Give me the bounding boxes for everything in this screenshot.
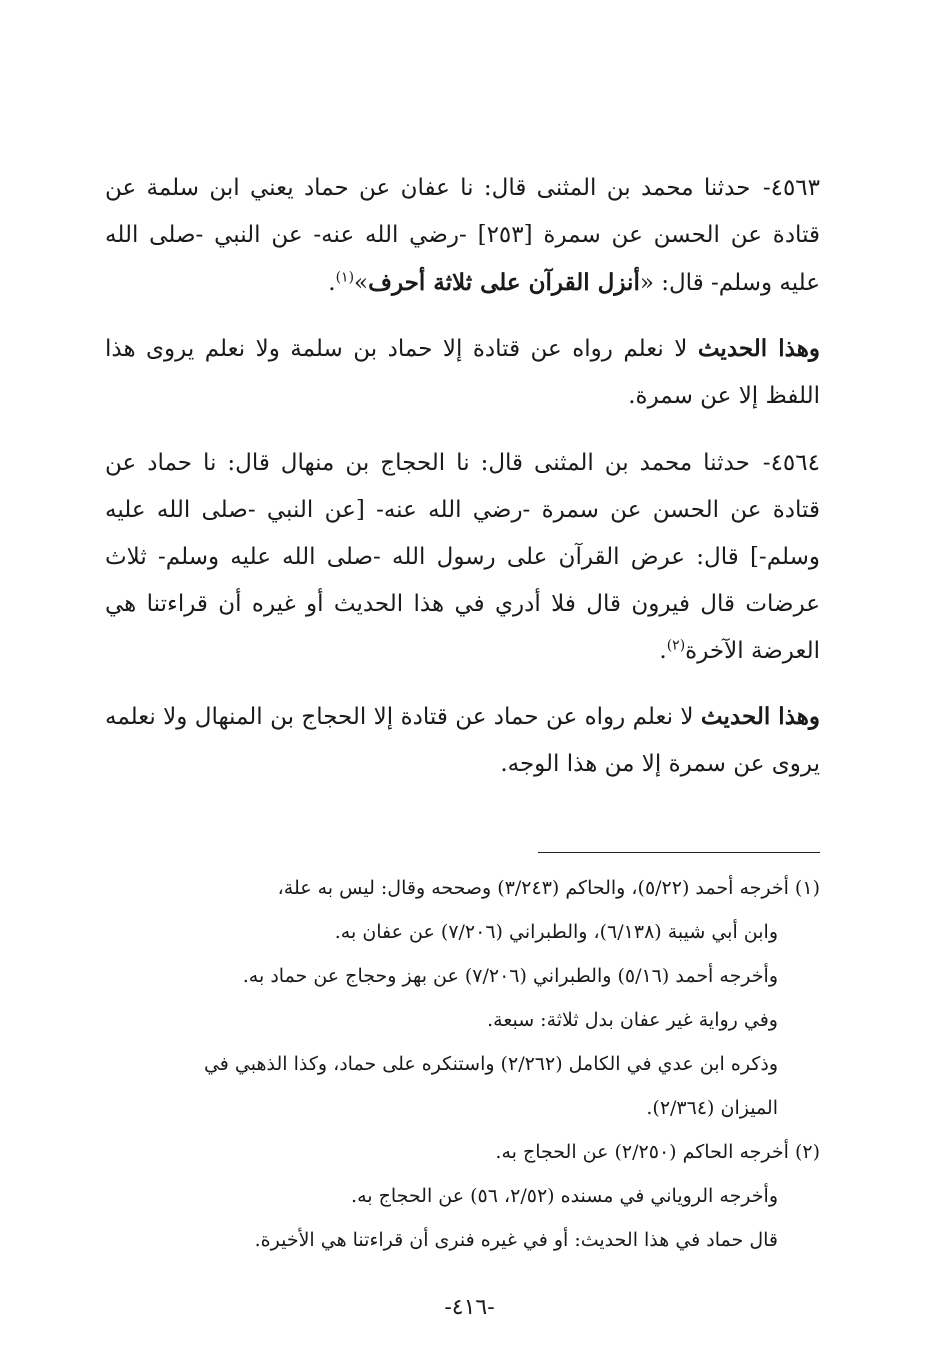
- footnote-line: وابن أبي شيبة (٦/١٣٨)، والطبراني (٧/٢٠٦) عن عفان به.: [334, 921, 778, 943]
- footnote-ref: (١): [335, 269, 355, 286]
- page-number: -٤١٦-: [444, 1295, 495, 1320]
- footnote-line: وأخرجه أحمد (٥/١٦) والطبراني (٧/٢٠٦) عن بهز وحجاج عن حماد به.: [242, 965, 778, 987]
- commentary-lead: وهذا الحديث: [700, 703, 821, 730]
- footnote-line: وأخرجه الروياني في مسنده (٢/٥٢، ٥٦) عن الحجاج به.: [351, 1185, 778, 1207]
- footnote-ref: (٢): [666, 637, 686, 654]
- footnote-line: وذكره ابن عدي في الكامل (٢/٢٦٢) واستنكره على حماد، وكذا الذهبي في: [203, 1053, 778, 1075]
- quote-close: »: [354, 270, 369, 296]
- commentary-text: لا نعلم رواه عن قتادة إلا حماد بن سلمة ولا نعلم يروى هذا اللفظ إلا عن سمرة.: [105, 336, 820, 409]
- hadith-4563: [105, 165, 820, 307]
- hadith-matn: أنزل القرآن على ثلاثة أحرف: [368, 269, 640, 296]
- commentary-2: [105, 693, 820, 788]
- footnote-line: وفي رواية غير عفان بدل ثلاثة: سبعة.: [487, 1009, 778, 1031]
- footnote-divider: [538, 852, 820, 853]
- footnotes: [105, 866, 820, 1262]
- commentary-text: لا نعلم رواه عن حماد عن قتادة إلا الحجاج بن المنهال ولا نعلمه يروى عن سمرة إلا من هذا الوجه.: [105, 704, 820, 777]
- period: .: [328, 270, 336, 296]
- hadith-text: حدثنا محمد بن المثنى قال: نا عفان عن حماد يعني ابن سلمة عن قتادة عن الحسن عن سمرة [٢٥٣] -رضي الله عنه- عن النبي -صلى الله عليه وسلم- قال: «: [105, 175, 821, 296]
- footnote-line: قال حماد في هذا الحديث: أو في غيره فنرى أن قراءتنا هي الأخيرة.: [254, 1229, 778, 1251]
- footnote-line: (١) أخرجه أحمد (٥/٢٢)، والحاكم (٣/٢٤٣) وصححه وقال: ليس به علة،: [277, 877, 820, 899]
- main-text: [105, 165, 820, 808]
- period: .: [659, 638, 667, 664]
- footnote-line: الميزان (٢/٣٦٤).: [646, 1097, 778, 1119]
- hadith-4564: [105, 440, 820, 675]
- commentary-lead: وهذا الحديث: [697, 335, 820, 362]
- hadith-text: حدثنا محمد بن المثنى قال: نا الحجاج بن منهال قال: نا حماد عن قتادة عن الحسن عن سمرة -رضي الله عنه- [عن النبي -صلى الله عليه وسلم-] قال: عرض القرآن على رسول الله -صلى الله عليه وسلم- ثلاث عرضات قال فيرون قال فلا أدري في هذا الحديث أو غيره أن قراءتنا هي العرضة الآخرة: [105, 450, 820, 664]
- footnote-line: (٢) أخرجه الحاكم (٢/٢٥٠) عن الحجاج به.: [495, 1141, 820, 1163]
- commentary-1: [105, 325, 820, 420]
- hadith-number: ٤٥٦٤-: [762, 450, 820, 476]
- hadith-number: ٤٥٦٣-: [762, 175, 821, 201]
